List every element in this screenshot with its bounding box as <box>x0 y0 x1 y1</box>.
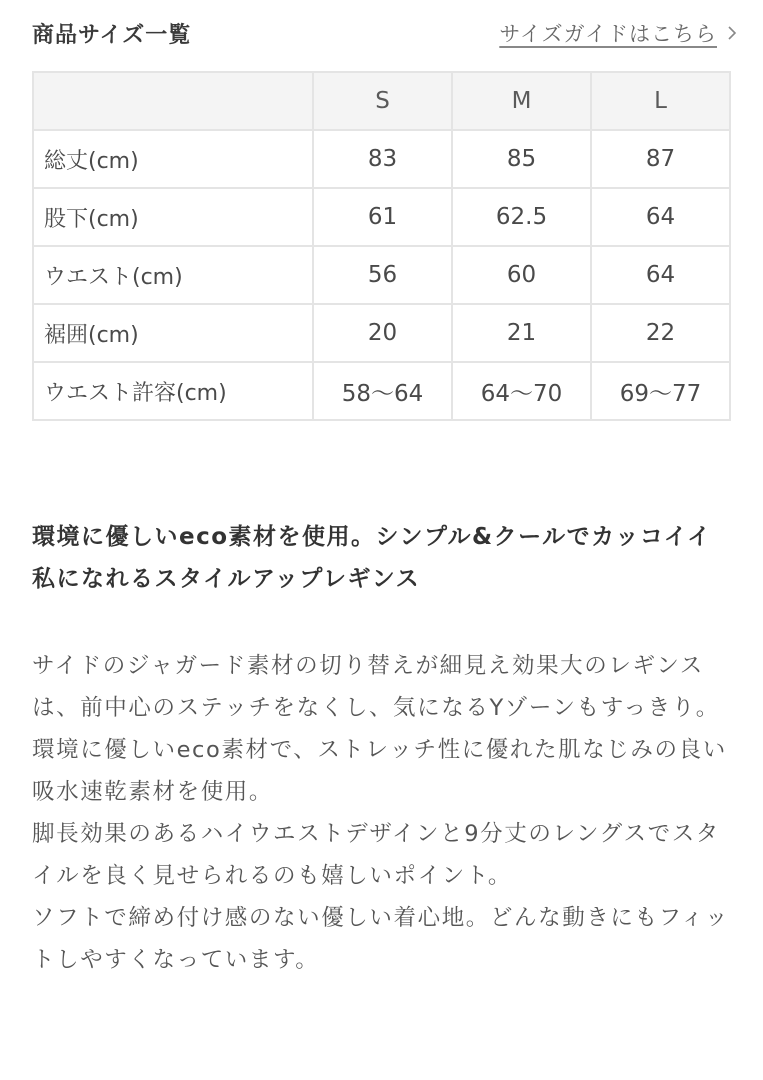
measure-label: ウエスト許容(cm) <box>33 362 313 420</box>
size-header <box>32 14 737 54</box>
measure-label: 裾囲(cm) <box>33 304 313 362</box>
size-value: 64 <box>591 246 730 304</box>
table-row <box>33 304 730 362</box>
table-row <box>33 130 730 188</box>
size-guide-link[interactable] <box>499 18 737 48</box>
size-value: 83 <box>313 130 452 188</box>
size-table-header-row <box>33 72 730 130</box>
size-column-header: S <box>313 72 452 130</box>
measure-label: 股下(cm) <box>33 188 313 246</box>
description-paragraph: サイドのジャガード素材の切り替えが細見え効果大のレギンスは、前中心のステッチをなくし、気になるYゾーンもすっきり。 <box>32 653 720 721</box>
size-value: 58〜64 <box>313 362 452 420</box>
description-paragraph: ソフトで締め付け感のない優しい着心地。どんな動きにもフィットしやすくなっています。 <box>32 905 730 973</box>
chevron-right-icon <box>727 24 737 42</box>
table-row <box>33 362 730 420</box>
size-value: 64〜70 <box>452 362 591 420</box>
size-table <box>32 71 731 421</box>
size-value: 62.5 <box>452 188 591 246</box>
size-guide-link-text[interactable]: サイズガイドはこちら <box>499 22 717 46</box>
size-value: 20 <box>313 304 452 362</box>
size-column-header: M <box>452 72 591 130</box>
size-value: 64 <box>591 188 730 246</box>
description-paragraph: 環境に優しいeco素材で、ストレッチ性に優れた肌なじみの良い吸水速乾素材を使用。 <box>32 737 727 805</box>
section-title: 商品サイズ一覧 <box>32 23 192 48</box>
table-row <box>33 246 730 304</box>
size-value: 21 <box>452 304 591 362</box>
product-description <box>32 645 732 981</box>
size-table-corner-cell <box>33 72 313 130</box>
size-value: 22 <box>591 304 730 362</box>
measure-label: ウエスト(cm) <box>33 246 313 304</box>
size-value: 85 <box>452 130 591 188</box>
size-value: 61 <box>313 188 452 246</box>
size-value: 56 <box>313 246 452 304</box>
size-value: 87 <box>591 130 730 188</box>
table-row <box>33 188 730 246</box>
size-column-header: L <box>591 72 730 130</box>
description-paragraph: 脚長効果のあるハイウエストデザインと9分丈のレングスでスタイルを良く見せられるのも嬉しいポイント。 <box>32 821 720 889</box>
size-value: 69〜77 <box>591 362 730 420</box>
product-headline: 環境に優しいeco素材を使用。シンプル&クールでカッコイイ私になれるスタイルアップレギンス <box>32 524 712 592</box>
measure-label: 総丈(cm) <box>33 130 313 188</box>
size-value: 60 <box>452 246 591 304</box>
